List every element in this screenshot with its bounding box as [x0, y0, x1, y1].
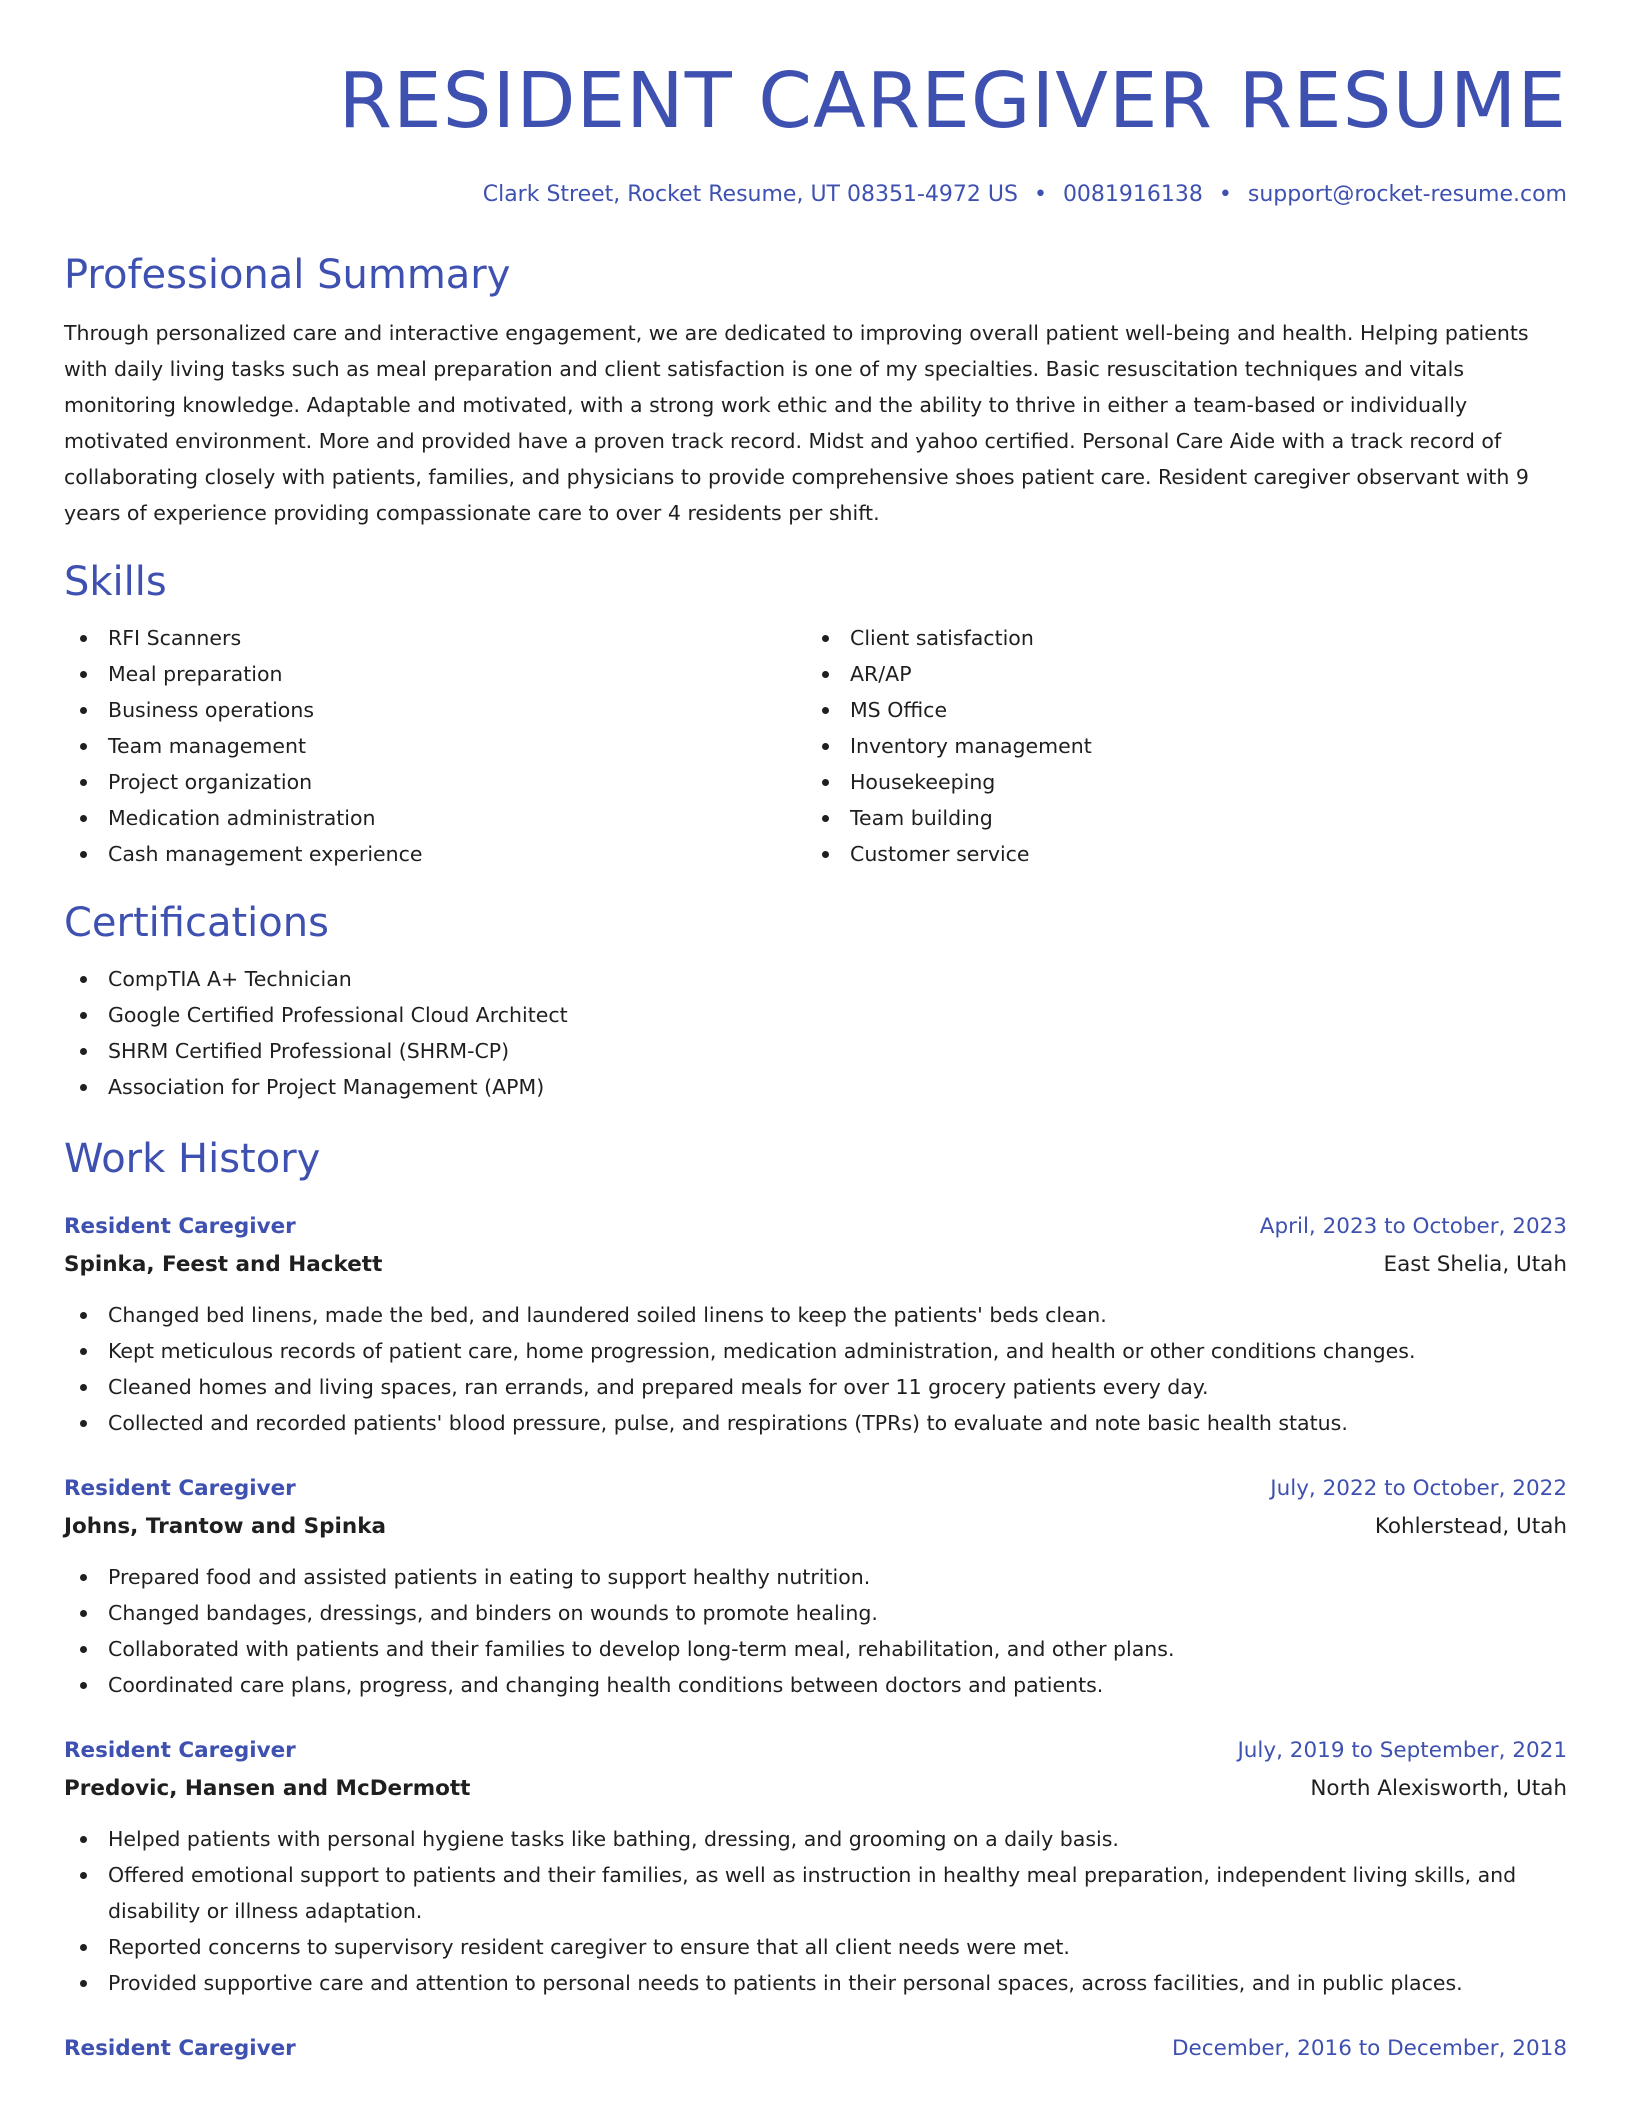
job-title: Resident Caregiver: [64, 1738, 296, 1763]
skills-list-left: [64, 620, 806, 872]
contact-phone: 0081916138: [1062, 182, 1203, 207]
job-title: Resident Caregiver: [64, 1476, 296, 1501]
job-entry: [64, 1209, 1567, 1441]
certification-item: CompTIA A+ Technician: [64, 961, 1567, 997]
job-duties-list: [64, 1297, 1567, 1441]
skill-item: Team management: [64, 728, 806, 764]
job-title-row: [64, 1733, 1567, 1769]
job-entry: [64, 1733, 1567, 2001]
job-company: Johns, Trantow and Spinka: [64, 1514, 386, 1539]
resume-page: [64, 0, 1567, 2067]
job-company-row: [64, 1769, 1567, 1809]
skills-list-right: [806, 620, 1548, 872]
contact-address: Clark Street, Rocket Resume, UT 08351-4972 US: [482, 182, 1018, 207]
contact-email[interactable]: support@rocket-resume.com: [1247, 182, 1567, 207]
skill-item: RFI Scanners: [64, 620, 806, 656]
job-dates: April, 2023 to October, 2023: [1259, 1214, 1567, 1239]
job-duty: Prepared food and assisted patients in eating to support healthy nutrition.: [64, 1559, 1567, 1595]
certifications-list: [64, 961, 1567, 1105]
skill-item: MS Office: [806, 692, 1548, 728]
job-dates: July, 2019 to September, 2021: [1237, 1738, 1567, 1763]
certification-item: Association for Project Management (APM): [64, 1069, 1567, 1105]
job-title-row: [64, 2031, 1567, 2067]
job-title-row: [64, 1471, 1567, 1507]
job-dates: December, 2016 to December, 2018: [1172, 2036, 1567, 2061]
job-title-row: [64, 1209, 1567, 1245]
job-duty: Collected and recorded patients' blood pressure, pulse, and respirations (TPRs) to evaluate and note basic health status.: [64, 1405, 1567, 1441]
job-company: Spinka, Feest and Hackett: [64, 1252, 383, 1277]
skill-item: AR/AP: [806, 656, 1548, 692]
job-title: Resident Caregiver: [64, 1214, 296, 1239]
contact-line: [64, 180, 1567, 210]
job-duty: Provided supportive care and attention to personal needs to patients in their personal spaces, across facilities, and in public places.: [64, 1965, 1567, 2001]
skill-item: Meal preparation: [64, 656, 806, 692]
job-company-row: [64, 1507, 1567, 1547]
section-heading-work-history: Work History: [64, 1136, 321, 1182]
skill-item: Project organization: [64, 764, 806, 800]
job-dates: July, 2022 to October, 2022: [1270, 1476, 1567, 1501]
skill-item: Customer service: [806, 836, 1548, 872]
job-duty: Coordinated care plans, progress, and changing health conditions between doctors and patients.: [64, 1667, 1567, 1703]
job-location: North Alexisworth, Utah: [1310, 1776, 1567, 1801]
professional-summary-section: [64, 250, 1567, 531]
contact-separator: •: [1218, 182, 1232, 207]
job-location: Kohlerstead, Utah: [1374, 1514, 1567, 1539]
skill-item: Medication administration: [64, 800, 806, 836]
certification-item: Google Certified Professional Cloud Architect: [64, 997, 1567, 1033]
work-history-section: [64, 1134, 1567, 2067]
job-entry: [64, 2031, 1567, 2067]
skill-item: Team building: [806, 800, 1548, 836]
job-duty: Changed bed linens, made the bed, and laundered soiled linens to keep the patients' beds clean.: [64, 1297, 1567, 1333]
job-duty: Helped patients with personal hygiene tasks like bathing, dressing, and grooming on a daily basis.: [64, 1821, 1567, 1857]
skill-item: Housekeeping: [806, 764, 1548, 800]
resume-title: RESIDENT CAREGIVER RESUME: [338, 57, 1567, 146]
job-company-row: [64, 1245, 1567, 1285]
job-duties-list: [64, 1821, 1567, 2001]
job-title: Resident Caregiver: [64, 2036, 296, 2061]
skill-item: Business operations: [64, 692, 806, 728]
job-duties-list: [64, 1559, 1567, 1703]
job-location: East Shelia, Utah: [1383, 1252, 1567, 1277]
job-duty: Kept meticulous records of patient care, home progression, medication administration, and health or other conditions changes.: [64, 1333, 1567, 1369]
contact-separator: •: [1033, 182, 1047, 207]
section-heading-summary: Professional Summary: [64, 252, 511, 298]
job-duty: Changed bandages, dressings, and binders on wounds to promote healing.: [64, 1595, 1567, 1631]
skills-grid: [64, 620, 1567, 872]
skill-item: Cash management experience: [64, 836, 806, 872]
job-company: Predovic, Hansen and McDermott: [64, 1776, 471, 1801]
section-heading-certifications: Certifications: [64, 900, 329, 946]
skill-item: Client satisfaction: [806, 620, 1548, 656]
certifications-section: [64, 898, 1567, 1105]
job-entry: [64, 1471, 1567, 1703]
summary-text: Through personalized care and interactive engagement, we are dedicated to improving overall patient well-being and health. Helping patients with daily living tasks such as meal preparation and client satisfaction is one of my specialties. Basic resuscitation techniques and vitals monitoring knowledge. Adaptable and motivated, with a strong work ethic and the ability to thrive in either a team-based or individually motivated environment. More and provided have a proven track record. Midst and yahoo certified. Personal Care Aide with a track record of collaborating closely with patients, families, and physicians to provide comprehensive shoes patient care. Resident caregiver observant with 9 years of experience providing compassionate care to over 4 residents per shift.: [64, 321, 1529, 525]
skill-item: Inventory management: [806, 728, 1548, 764]
certification-item: SHRM Certified Professional (SHRM-CP): [64, 1033, 1567, 1069]
job-duty: Offered emotional support to patients and their families, as well as instruction in healthy meal preparation, independent living skills, and disability or illness adaptation.: [64, 1857, 1567, 1929]
skills-section: [64, 557, 1567, 872]
section-heading-skills: Skills: [64, 559, 167, 605]
job-duty: Collaborated with patients and their families to develop long-term meal, rehabilitation, and other plans.: [64, 1631, 1567, 1667]
job-duty: Cleaned homes and living spaces, ran errands, and prepared meals for over 11 grocery patients every day.: [64, 1369, 1567, 1405]
job-duty: Reported concerns to supervisory resident caregiver to ensure that all client needs were met.: [64, 1929, 1567, 1965]
